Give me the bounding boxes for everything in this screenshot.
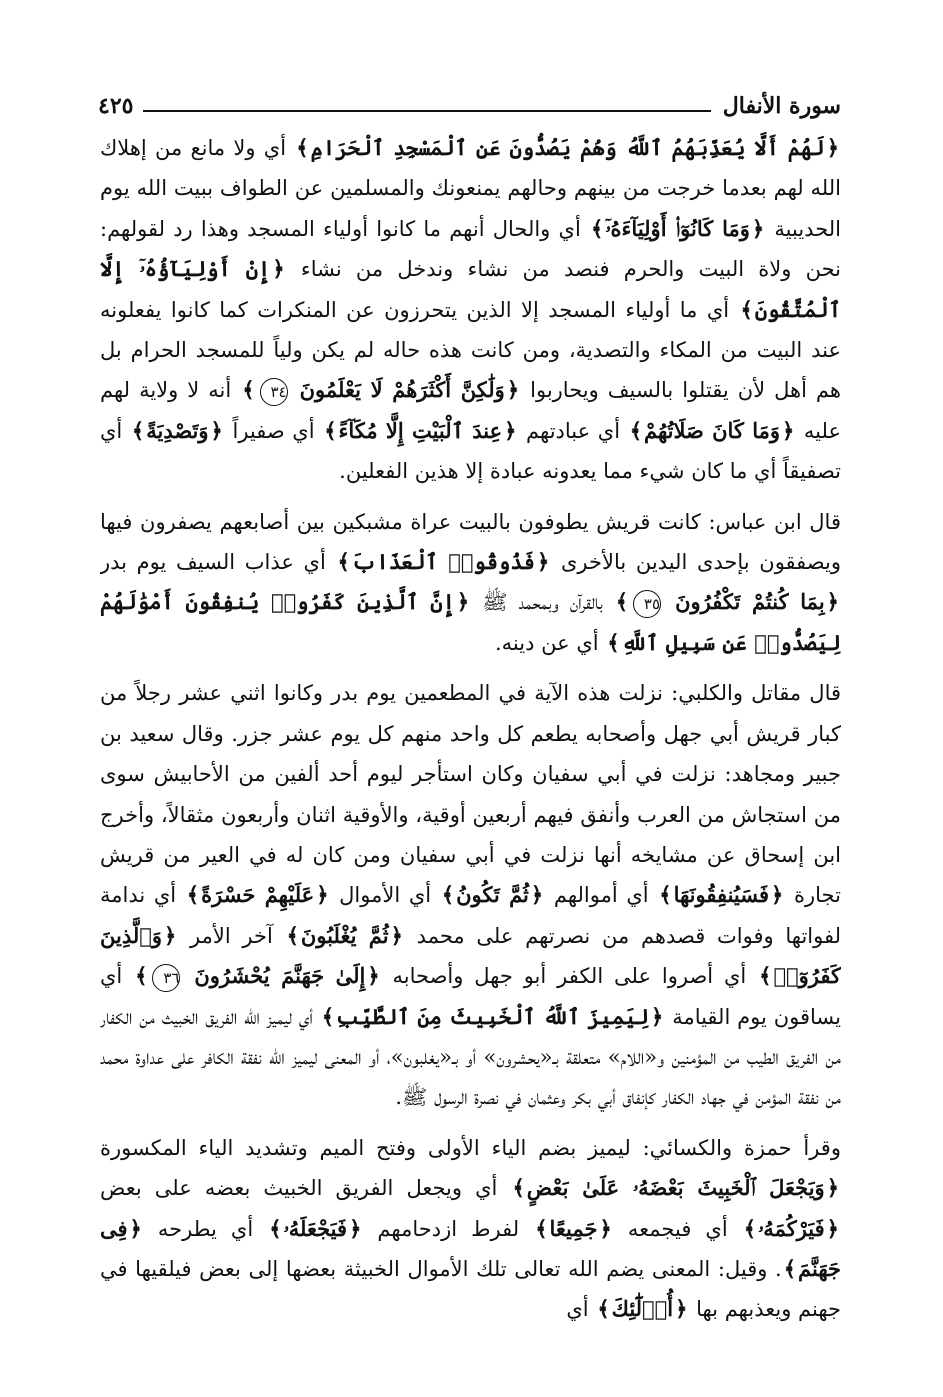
- commentary-text: أي ولا مانع من إهلاك الله لهم بعدما خرجت من بينهم وحالهم يمنعونك والمسلمين عن الطواف ببيت الله يوم الحديبية: [100, 136, 841, 241]
- quran-verse: فَيَجْعَلَهُۥ: [283, 1215, 348, 1241]
- quran-verse: جَمِيعًا: [549, 1215, 598, 1241]
- paragraph-3: قال مقاتل والكلبي: نزلت هذه الآية في المطعمين يوم بدر وكانوا اثني عشر رجلاً من كبار قريش أبي جهل وأصحابه يطعم كل واحد منهم كل يوم عشر جزر. وقال سعيد بن جبير ومجاهد: نزلت في أبي سفيان وكان استأجر ليوم أحد ألفين من الأحابيش سوى من استجاش من العرب وأنفق فيهم أربعين أوقية، والأوقية اثنان وأربعون مثقالاً، وأخرج ابن إسحاق عن مشايخه أنها نزلت في أبي سفيان ومن كان له في العير من قريش تجارة ﴿فَسَيُنفِقُونَهَا﴾ أي أموالهم ﴿ثُمَّ تَكُونُ﴾ أي الأموال ﴿عَلَيْهِمْ حَسْرَةً﴾ أي ندامة لفواتها وفوات قصدهم من نصرتهم على محمد ﴿ثُمَّ يُغْلَبُونَ﴾ آخر الأمر ﴿وَٱلَّذِينَ كَفَرُوٓا۟﴾ أي أصروا على الكفر أبو جهل وأصحابه ﴿إِلَىٰ جَهَنَّمَ يُحْشَرُونَ ٣٦﴾ أي يساقون يوم القيامة ﴿لِيَمِيزَ ٱللَّهُ ٱلْخَبِيثَ مِنَ ٱلطَّيِّبِ﴾ أي ليميز الله الفريق الخبيث من الكفار من الفريق الطيب من المؤمنين و«اللام» متعلقة بـ«يحشرون» أو بـ«يغلبون»، أو المعنى ليميز الله نفقة الكافر على عداوة محمد من نفقة المؤمن في جهاد الكفار كإنفاق أبي بكر وعثمان في نصرة الرسول ﷺ.: [100, 681, 841, 1110]
- commentary-text: أي عذاب السيف يوم بدر: [100, 550, 336, 575]
- commentary-text: . وقيل: المعنى يضم الله تعالى تلك الأموال الخبيثة بعضها إلى بعض فيلقيها في جهنم ويعذبهم بها: [100, 1256, 841, 1322]
- commentary-text: قال ابن عباس: كانت قريش يطوفون بالبيت عراة مشبكين بين أصابعهم يصفرون فيها ويصفقون بإحدى اليدين بالأخرى: [100, 509, 841, 575]
- page-number: ٤٢٥: [98, 93, 134, 119]
- ayah-number-marker: ٣٥: [633, 590, 661, 618]
- quran-verse: ثُمَّ يُغْلَبُونَ: [300, 922, 389, 948]
- quran-verse: وَيَجْعَلَ ٱلْخَبِيثَ بَعْضَهُۥ عَلَىٰ بَعْضٍ: [526, 1175, 825, 1201]
- ayah-number-marker: ٣٦: [152, 964, 180, 992]
- page-header: [98, 86, 841, 126]
- commentary-text: أي ندامة لفواتها وفوات قصدهم من نصرتهم على محمد: [100, 883, 841, 948]
- quran-verse: فَذُوقُوا۟ ٱلْعَذَابَ: [351, 549, 535, 575]
- quran-verse: ثُمَّ تَكُونُ: [456, 882, 529, 908]
- commentary-text: أي تصفيقاً أي ما كان شيء مما يعدونه عبادة إلا هذين الفعلين.: [100, 418, 841, 484]
- quran-verse: عَلَيْهِمْ حَسْرَةً: [201, 882, 315, 908]
- quran-verse: لِيَمِيزَ ٱللَّهُ ٱلْخَبِيثَ مِنَ ٱلطَّيِّبِ: [336, 1003, 650, 1029]
- commentary-text: أي ما أولياء المسجد إلا الذين يتحرزون عن المنكرات كما كانوا يفعلونه عند البيت من المكاء والتصدية، ومن كانت هذه حاله لم يكن ولياً للمسجد الحرام بل هم أهل لأن يقتلوا بالسيف ويحاربوا: [100, 297, 841, 403]
- ayah-number-marker: ٣٤: [260, 378, 288, 406]
- header-rule: [143, 110, 710, 112]
- commentary-text: لفرط ازدحامهم: [363, 1216, 534, 1241]
- commentary-text: قال مقاتل والكلبي: نزلت هذه الآية في المطعمين يوم بدر وكانوا اثني عشر رجلاً من كبار قريش أبي جهل وأصحابه يطعم كل واحد منهم كل يوم عشر جزر. وقال سعيد بن جبير ومجاهد: نزلت في أبي سفيان وكان استأجر ليوم أحد ألفين من الأحابيش سوى من استجاش من العرب وأنفق فيهم أربعين أوقية، والأوقية اثنان وأربعون مثقالاً، وأخرج ابن إسحاق عن مشايخه أنها نزلت في أبي سفيان ومن كان له في العير من قريش تجارة: [100, 681, 841, 908]
- commentary-text: أي الأموال: [330, 883, 440, 908]
- quran-verse: وَتَصْدِيَةً: [146, 417, 209, 443]
- quran-verse: إِنْ أَوْلِيَآؤُهُۥٓ إِلَّا ٱلْمُتَّقُونَ: [100, 256, 841, 322]
- quran-verse: وَٱلَّذِينَ كَفَرُوٓا۟: [100, 922, 841, 989]
- paragraph-2: قال ابن عباس: كانت قريش يطوفون بالبيت عراة مشبكين بين أصابعهم يصفرون فيها ويصفقون بإحدى اليدين بالأخرى ﴿فَذُوقُوا۟ ٱلْعَذَابَ﴾ أي عذاب السيف يوم بدر ﴿بِمَا كُنتُمْ تَكْفُرُونَ ٣٥﴾ بالقرآن وبمحمد ﷺ ﴿إِنَّ ٱلَّذِينَ كَفَرُوا۟ يُنفِقُونَ أَمْوَٰلَهُمْ لِيَصُدُّوا۟ عَن سَبِيلِ ٱللَّهِ﴾ أي عن دينه.: [100, 509, 841, 655]
- paragraph-1: ﴿لَهُمْ أَلَّا يُعَذِّبَهُمُ ٱللَّهُ وَهُمْ يَصُدُّونَ عَنِ ٱلْمَسْجِدِ ٱلْحَرَامِ﴾ أي ولا مانع من إهلاك الله لهم بعدما خرجت من بينهم وحالهم يمنعونك والمسلمين عن الطواف ببيت الله يوم الحديبية ﴿وَمَا كَانُوٓا۟ أَوْلِيَآءَهُۥٓ﴾ أي والحال أنهم ما كانوا أولياء المسجد وهذا رد لقولهم: نحن ولاة البيت والحرم فنصد من نشاء وندخل من نشاء ﴿إِنْ أَوْلِيَآؤُهُۥٓ إِلَّا ٱلْمُتَّقُونَ﴾ أي ما أولياء المسجد إلا الذين يتحرزون عن المنكرات كما كانوا يفعلونه عند البيت من المكاء والتصدية، ومن كانت هذه حاله لم يكن ولياً للمسجد الحرام بل هم أهل لأن يقتلوا بالسيف ويحاربوا ﴿وَلَٰكِنَّ أَكْثَرَهُمْ لَا يَعْلَمُونَ ٣٤﴾ أنه لا ولاية لهم عليه ﴿وَمَا كَانَ صَلَاتُهُمْ﴾ أي عبادتهم ﴿عِندَ ٱلْبَيْتِ إِلَّا مُكَآءً﴾ أي صفيراً ﴿وَتَصْدِيَةً﴾ أي تصفيقاً أي ما كان شيء مما يعدونه عبادة إلا هذين الفعلين.: [100, 135, 841, 484]
- quran-verse: لَهُمْ أَلَّا يُعَذِّبَهُمُ ٱللَّهُ وَهُمْ يَصُدُّونَ عَنِ ٱلْمَسْجِدِ ٱلْحَرَامِ: [310, 135, 825, 160]
- commentary-text: بالقرآن وبمحمد ﷺ: [471, 590, 614, 615]
- quran-verse: فِى جَهَنَّمَ: [100, 1215, 841, 1281]
- commentary-text: أنه لا ولاية لهم عليه: [100, 378, 841, 443]
- quran-verse: فَيَرْكُمَهُۥ: [758, 1215, 825, 1241]
- quran-verse: وَمَا كَانَ صَلَاتُهُمْ: [644, 417, 780, 443]
- commentary-text: أي يطرحه: [143, 1216, 268, 1241]
- quran-verse: عِندَ ٱلْبَيْتِ إِلَّا مُكَآءً: [338, 417, 503, 443]
- commentary-text: أي عن دينه.: [495, 630, 606, 655]
- commentary-text: وقرأ حمزة والكسائي: ليميز بضم الياء الأولى وفتح الميم وتشديد الياء المكسورة: [100, 1135, 841, 1160]
- quran-verse: إِلَىٰ جَهَنَّمَ يُحْشَرُونَ: [194, 963, 366, 989]
- tafsir-text: [100, 128, 841, 1377]
- commentary-text: أي أصروا على الكفر أبو جهل وأصحابه: [381, 964, 758, 989]
- commentary-text: أي والحال أنهم ما كانوا أولياء المسجد وهذا رد لقولهم: نحن ولاة البيت والحرم فنصد من نشاء وندخل من نشاء: [100, 216, 841, 282]
- commentary-text: أي ليميز الله الفريق الخبيث من الكفار من الفريق الطيب من المؤمنين و«اللام» متعلقة بـ«يحشرون» أو بـ«يغلبون»، أو المعنى ليميز الله نفقة الكافر على عداوة محمد من نفقة المؤمن في جهاد الكفار كإنفاق أبي بكر وعثمان في نصرة الرسول ﷺ.: [100, 1004, 841, 1110]
- commentary-text: أي ويجعل الفريق الخبيث بعضه على بعض: [100, 1176, 511, 1201]
- quran-verse: أُو۟لَٰٓئِكَ: [611, 1296, 674, 1322]
- commentary-text: أي عبادتهم: [518, 418, 628, 443]
- quran-verse: بِمَا كُنتُمْ تَكْفُرُونَ: [675, 589, 825, 615]
- quran-verse: وَمَا كَانُوٓا۟ أَوْلِيَآءَهُۥٓ: [605, 215, 750, 241]
- quran-verse: وَلَٰكِنَّ أَكْثَرَهُمْ لَا يَعْلَمُونَ: [299, 377, 505, 403]
- commentary-text: أي يساقون يوم القيامة: [100, 964, 841, 1029]
- surah-name: سورة الأنفال: [722, 93, 841, 119]
- quran-verse: فَسَيُنفِقُونَهَا: [673, 882, 770, 908]
- commentary-text: أي أموالهم: [545, 883, 658, 908]
- commentary-text: أي: [566, 1297, 596, 1322]
- quran-verse: إِنَّ ٱلَّذِينَ كَفَرُوا۟ يُنفِقُونَ أَمْوَٰلَهُمْ لِيَصُدُّوا۟ عَن سَبِيلِ ٱللَّهِ: [100, 589, 841, 655]
- commentary-text: آخر الأمر: [178, 923, 285, 948]
- commentary-text: أي فيجمعه: [613, 1216, 742, 1241]
- commentary-text: أي صفيراً: [224, 418, 323, 443]
- paragraph-4: وقرأ حمزة والكسائي: ليميز بضم الياء الأولى وفتح الميم وتشديد الياء المكسورة ﴿وَيَجْعَلَ ٱلْخَبِيثَ بَعْضَهُۥ عَلَىٰ بَعْضٍ﴾ أي ويجعل الفريق الخبيث بعضه على بعض ﴿فَيَرْكُمَهُۥ﴾ أي فيجمعه ﴿جَمِيعًا﴾ لفرط ازدحامهم ﴿فَيَجْعَلَهُۥ﴾ أي يطرحه ﴿فِى جَهَنَّمَ﴾. وقيل: المعنى يضم الله تعالى تلك الأموال الخبيثة بعضها إلى بعض فيلقيها في جهنم ويعذبهم بها ﴿أُو۟لَٰٓئِكَ﴾ أي: [100, 1135, 841, 1322]
